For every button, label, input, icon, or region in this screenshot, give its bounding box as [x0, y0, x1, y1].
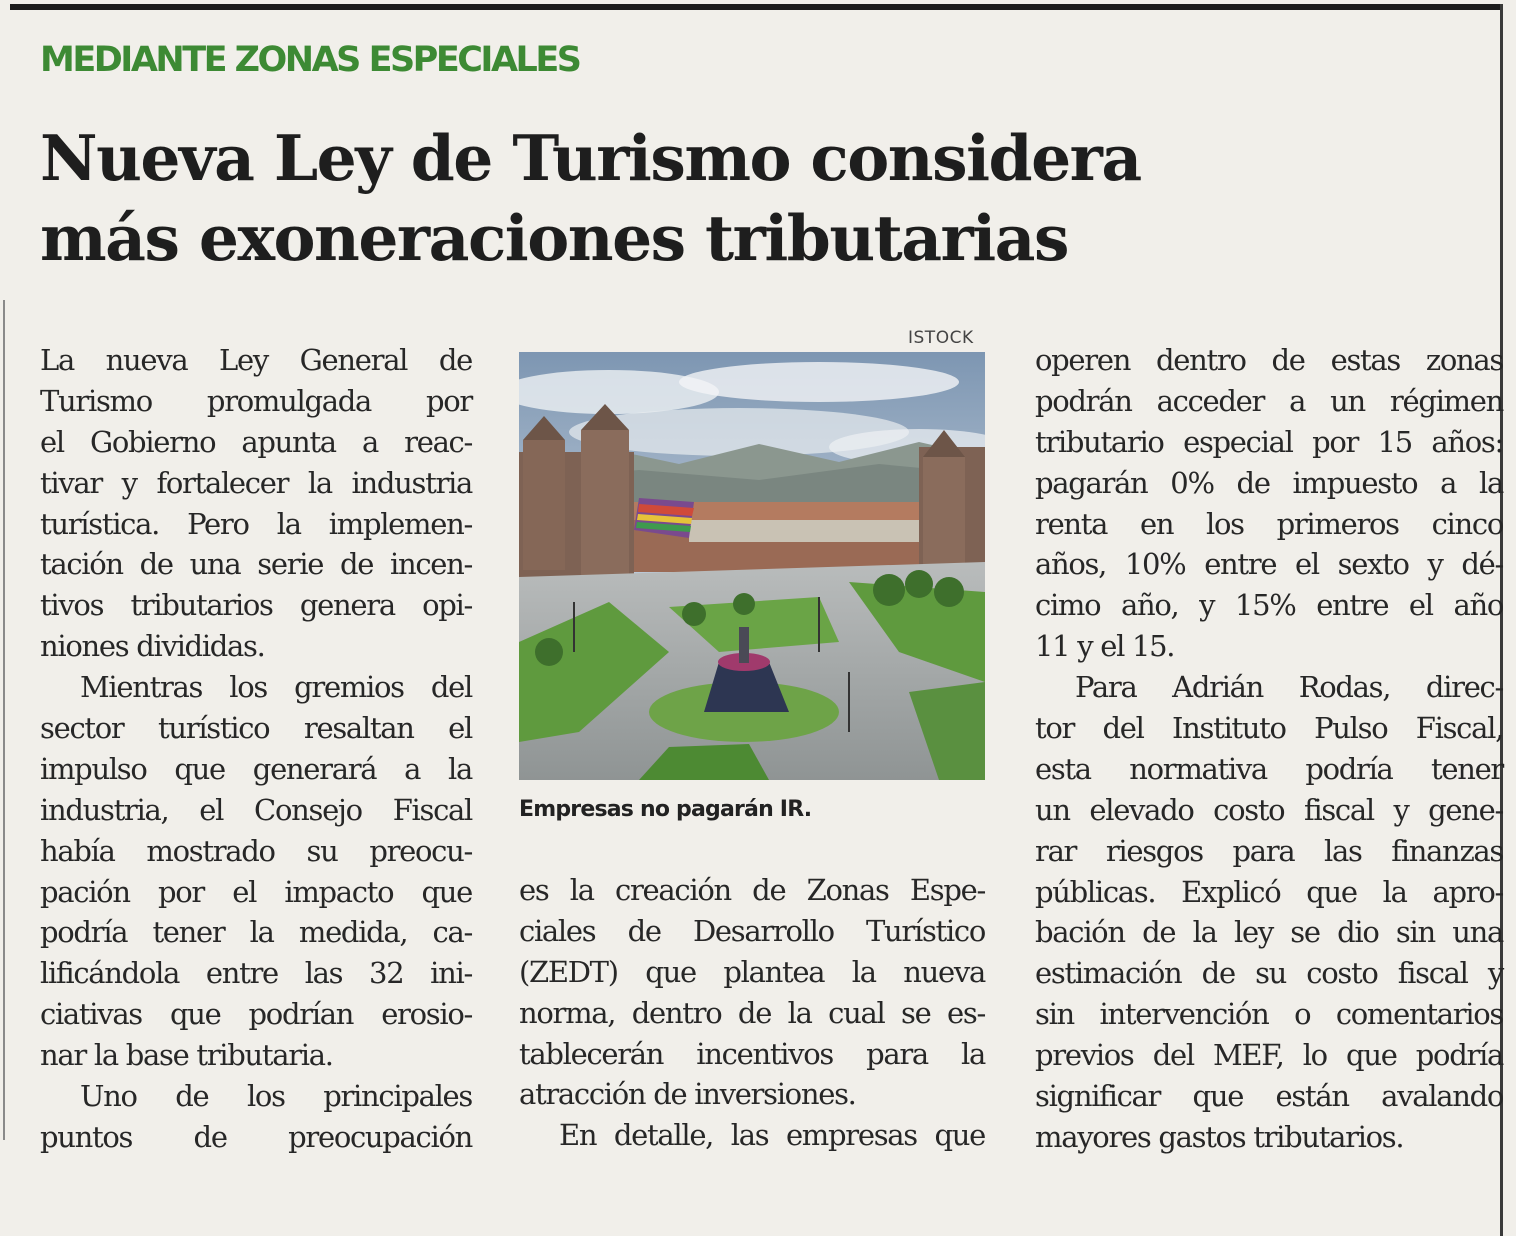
text-line: tivar y fortalecer la industria [40, 465, 472, 500]
text-line: nar la base tributaria. [40, 1038, 333, 1073]
paragraph-1 [40, 340, 472, 667]
headline [40, 118, 1141, 278]
text-line: operen dentro de estas zonas [1035, 343, 1503, 377]
text-line: puntos de preocupación [40, 1119, 472, 1154]
text-line: estimación de su costo fiscal y [1035, 956, 1503, 991]
paragraph-2 [40, 667, 472, 1076]
headline-line-1: Nueva Ley de Turismo considera [40, 121, 1141, 195]
top-rule [10, 4, 1502, 10]
photo-caption: Empresas no pagarán IR. [519, 797, 812, 822]
text-line: públicas. Explicó que la apro- [1035, 874, 1503, 909]
article-photo [519, 352, 985, 780]
text-line: industria, el Consejo Fiscal [40, 792, 472, 827]
text-line: impulso que generará a la [40, 751, 472, 786]
text-line: Turismo promulgada por [40, 383, 472, 418]
text-line: pación por el impacto que [40, 874, 472, 909]
paragraph-7 [1035, 667, 1503, 1158]
text-line: Para Adrián Rodas, direc- [1075, 670, 1503, 705]
text-line: niones divididas. [40, 629, 265, 664]
text-line: 11 y el 15. [1035, 629, 1175, 664]
text-line: tablecerán incentivos para la [519, 1036, 985, 1071]
text-line: había mostrado su preocu- [40, 833, 472, 868]
paragraph-3 [40, 1076, 472, 1158]
text-line: años, 10% entre el sexto y dé- [1035, 547, 1503, 582]
text-line: (ZEDT) que plantea la nueva [519, 954, 985, 989]
text-line: sector turístico resaltan el [40, 711, 472, 746]
text-line: tivos tributarios genera opi- [40, 588, 472, 623]
paragraph-5 [519, 1115, 985, 1156]
text-line: podrán acceder a un régimen [1035, 383, 1503, 418]
text-line: un elevado costo fiscal y gene- [1035, 792, 1503, 827]
text-line: ciativas que podrían erosio- [40, 997, 472, 1032]
text-line: turística. Pero la implemen- [40, 506, 472, 541]
text-line: tación de una serie de incen- [40, 547, 472, 582]
text-line: previos del MEF, lo que podría [1035, 1038, 1503, 1073]
text-line: Mientras los gremios del [80, 670, 472, 705]
text-line: el Gobierno apunta a reac- [40, 424, 472, 459]
text-line: Uno de los principales [80, 1079, 472, 1114]
headline-line-2: más exoneraciones tributarias [40, 201, 1068, 275]
text-line: cimo año, y 15% entre el año [1035, 588, 1503, 623]
article-column-3 [1035, 340, 1503, 1158]
text-line: ciales de Desarrollo Turístico [519, 913, 985, 948]
text-line: mayores gastos tributarios. [1035, 1119, 1404, 1154]
text-line: bación de la ley se dio sin una [1035, 915, 1503, 950]
left-rule [3, 300, 5, 1140]
paragraph-6 [1035, 340, 1503, 667]
plaza-photo-illustration [519, 352, 985, 780]
text-line: es la creación de Zonas Espe- [519, 873, 985, 907]
text-line: rar riesgos para las finanzas [1035, 833, 1503, 868]
photo-credit: ISTOCK [908, 328, 974, 348]
text-line: pagarán 0% de impuesto a la [1035, 465, 1503, 500]
article-column-1 [40, 340, 472, 1158]
section-kicker: MEDIANTE ZONAS ESPECIALES [40, 40, 580, 80]
text-line: tributario especial por 15 años: [1035, 424, 1503, 459]
article-column-2 [519, 870, 985, 1156]
text-line: En detalle, las empresas que [559, 1118, 985, 1153]
text-line: sin intervención o comentarios [1035, 997, 1503, 1032]
text-line: tor del Instituto Pulso Fiscal, [1035, 711, 1503, 746]
paragraph-4 [519, 870, 985, 1115]
text-line: norma, dentro de la cual se es- [519, 995, 985, 1030]
text-line: lificándola entre las 32 ini- [40, 956, 472, 991]
text-line: esta normativa podría tener [1035, 751, 1503, 786]
text-line: atracción de inversiones. [519, 1077, 856, 1112]
text-line: podría tener la medida, ca- [40, 915, 472, 950]
text-line: significar que están avalando [1035, 1079, 1503, 1114]
text-line: renta en los primeros cinco [1035, 506, 1503, 541]
text-line: La nueva Ley General de [40, 343, 472, 377]
